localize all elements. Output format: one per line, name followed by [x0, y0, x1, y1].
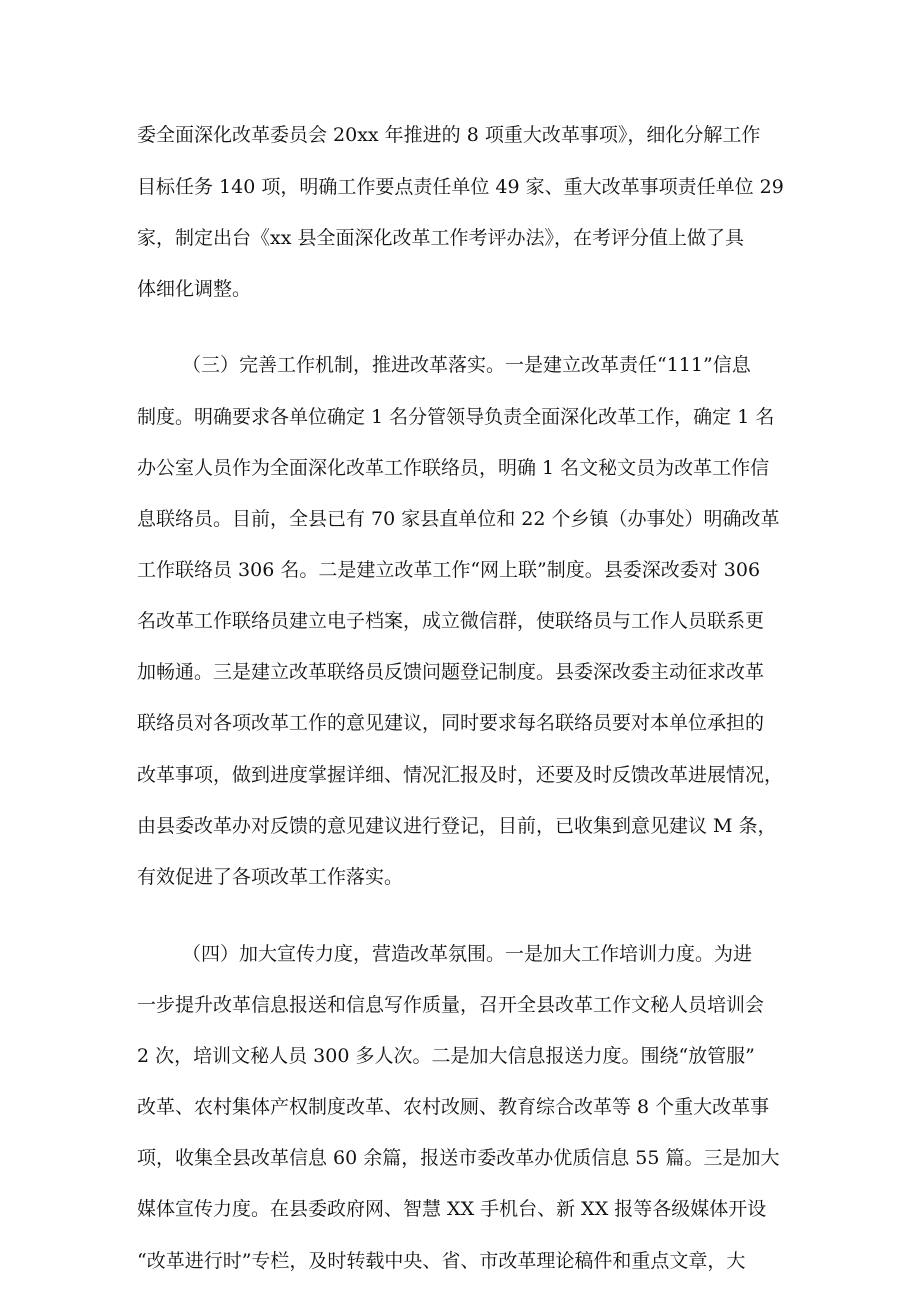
text-line: 由县委改革办对反馈的意见建议进行登记，目前，已收集到意见建议 M 条， [137, 815, 777, 837]
text-line: 家，制定出台《xx 县全面深化改革工作考评办法》，在考评分值上做了具 [137, 227, 744, 249]
text-line: 改革、农村集体产权制度改革、农村改厕、教育综合改革等 8 个重大改革事 [137, 1096, 770, 1118]
text-line: 制度。明确要求各单位确定 1 名分管领导负责全面深化改革工作，确定 1 名 [137, 406, 775, 428]
text-line: 项，收集全县改革信息 60 余篇，报送市委改革办优质信息 55 篇。三是加大 [137, 1147, 780, 1169]
text-line: 媒体宣传力度。在县委政府网、智慧 XX 手机台、新 XX 报等各级媒体开设 [137, 1198, 767, 1220]
text-line: 息联络员。目前，全县已有 70 家县直单位和 22 个乡镇（办事处）明确改革 [137, 508, 780, 530]
text-line: 加畅通。三是建立改革联络员反馈问题登记制度。县委深改委主动征求改革 [137, 661, 765, 683]
text-line: 目标任务 140 项，明确工作要点责任单位 49 家、重大改革事项责任单位 29 [137, 176, 784, 198]
text-line: 体细化调整。 [137, 278, 252, 300]
text-line: 改革事项，做到进度掌握详细、情况汇报及时，还要及时反馈改革进展情况， [137, 764, 784, 786]
text-line: 一步提升改革信息报送和信息写作质量，召开全县改革工作文秘人员培训会 [137, 994, 765, 1016]
text-line: 办公室人员作为全面深化改革工作联络员，明确 1 名文秘文员为改革工作信 [137, 457, 770, 479]
text-line: 委全面深化改革委员会 20xx 年推进的 8 项重大改革事项》，细化分解工作 [137, 124, 761, 146]
paragraph-heading-line: （三）完善工作机制，推进改革落实。一是建立改革责任“111”信息 [182, 354, 751, 376]
text-line: 2 次，培训文秘人员 300 多人次。二是加大信息报送力度。围绕“放管服” [137, 1045, 755, 1067]
paragraph-heading-line: （四）加大宣传力度，营造改革氛围。一是加大工作培训力度。为进 [182, 943, 753, 965]
text-line: 工作联络员 306 名。二是建立改革工作“网上联”制度。县委深改委对 306 [137, 559, 761, 581]
text-line: 联络员对各项改革工作的意见建议，同时要求每名联络员要对本单位承担的 [137, 712, 765, 734]
text-line: 名改革工作联络员建立电子档案，成立微信群，使联络员与工作人员联系更 [137, 610, 765, 632]
text-line: “改革进行时”专栏，及时转载中央、省、市改革理论稿件和重点文章，大 [137, 1250, 746, 1272]
text-line: 有效促进了各项改革工作落实。 [137, 866, 404, 888]
